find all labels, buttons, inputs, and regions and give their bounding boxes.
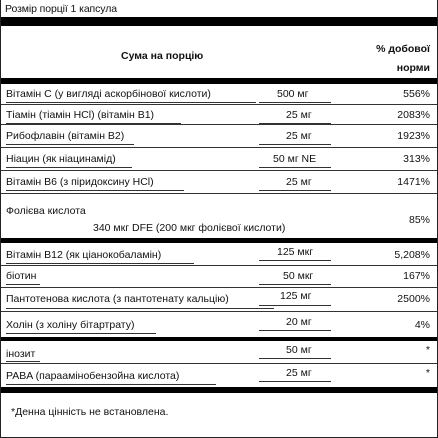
daily-value-header-line1: % добової	[376, 43, 430, 55]
nutrient-name: Вітамін B6 (з піридоксину HCl)	[6, 176, 154, 188]
row-separator	[1, 363, 437, 364]
nutrient-name: біотин	[6, 270, 37, 282]
nutrient-amount: 25 мг	[286, 109, 312, 121]
row-underline	[6, 167, 132, 168]
nutrient-row-vitamin-b12	[1, 243, 437, 265]
nutrient-daily-value: 2500%	[397, 293, 430, 305]
row-separator	[1, 104, 437, 105]
nutrient-row-pantothenic-acid	[1, 287, 437, 311]
row-separator	[1, 193, 437, 194]
nutrient-amount: 125 мг	[280, 290, 312, 302]
row-underline	[259, 358, 331, 359]
nutrient-row-folic-acid	[1, 193, 437, 238]
nutrient-name: Вітамін С (у вигляді аскорбінової кислоти)	[6, 88, 211, 100]
nutrient-daily-value: 313%	[403, 153, 430, 165]
nutrient-name: Холін (з холіну бітартрату)	[6, 319, 135, 331]
nutrient-row-paba	[1, 363, 437, 387]
nutrient-daily-value: 1471%	[397, 176, 430, 188]
row-underline	[6, 308, 274, 309]
nutrient-name: Тіамін (тіамін HCl) (вітамін B1)	[6, 109, 155, 121]
row-separator	[1, 170, 437, 171]
row-underline	[259, 284, 331, 285]
nutrient-amount: 25 мг	[286, 176, 312, 188]
row-underline	[6, 144, 134, 145]
nutrient-daily-value: 2083%	[397, 109, 430, 121]
row-underline	[6, 384, 216, 385]
nutrient-name: Вітамін B12 (як ціанокобаламін)	[6, 249, 162, 261]
row-separator	[1, 287, 437, 288]
daily-value-header-line2: норми	[396, 62, 430, 74]
nutrient-amount: 50 мг NE	[273, 153, 317, 165]
nutrient-row-vitamin-b6	[1, 170, 437, 193]
nutrient-name: PABA (параамінобензойна кислота)	[6, 370, 180, 382]
row-underline	[6, 333, 156, 334]
row-underline	[6, 361, 40, 362]
nutrient-daily-value: 85%	[408, 214, 430, 226]
nutrient-name: Фолієва кислота	[6, 205, 86, 217]
row-underline	[259, 167, 331, 168]
nutrient-amount: 20 мг	[286, 316, 312, 328]
nutrient-amount: 25 мг	[286, 130, 312, 142]
nutrient-name: Ніацин (як ніацинамід)	[6, 153, 116, 165]
nutrient-name: Рибофлавін (вітамін B2)	[6, 130, 125, 142]
row-separator	[1, 311, 437, 312]
nutrient-daily-value: 5,208%	[394, 249, 430, 261]
nutrient-row-niacin	[1, 147, 437, 170]
row-underline	[259, 381, 331, 382]
row-underline	[259, 144, 331, 145]
nutrient-daily-value: 167%	[403, 270, 430, 282]
row-separator	[1, 124, 437, 125]
row-underline	[6, 284, 40, 285]
nutrient-row-inositol	[1, 341, 437, 363]
nutrient-name: Пантотенова кислота (з пантотенату кальцію)	[6, 293, 229, 305]
nutrient-amount: 125 мкг	[277, 246, 314, 258]
nutrient-amount: 50 мг	[286, 344, 312, 356]
nutrient-daily-value: *	[425, 367, 430, 379]
nutrient-daily-value: 556%	[403, 88, 430, 100]
nutrient-daily-value: *	[425, 344, 430, 356]
nutrient-row-biotin	[1, 265, 437, 287]
row-underline	[6, 190, 184, 191]
nutrient-row-thiamin	[1, 104, 437, 124]
nutrient-amount: 340 мкг DFE (200 мкг фолієвої кислоти)	[93, 222, 286, 234]
nutrient-amount: 500 мг	[277, 88, 309, 100]
row-underline	[6, 263, 194, 264]
nutrient-row-riboflavin	[1, 124, 437, 147]
nutrient-amount: 50 мкг	[283, 270, 314, 282]
row-separator	[1, 265, 437, 266]
nutrient-row-vitamin-c	[1, 84, 437, 104]
row-underline	[6, 102, 256, 103]
row-underline	[259, 330, 331, 331]
nutrient-row-choline	[1, 311, 437, 337]
bottom-thick-rule	[1, 387, 437, 393]
footnote: *Денна цінність не встановлена.	[11, 406, 169, 418]
nutrient-daily-value: 1923%	[397, 130, 430, 142]
row-underline	[259, 190, 331, 191]
nutrient-daily-value: 4%	[414, 319, 430, 331]
nutrient-amount: 25 мг	[286, 367, 312, 379]
row-underline	[259, 305, 331, 306]
nutrient-name: інозит	[6, 348, 36, 360]
row-separator	[1, 147, 437, 148]
top-thick-rule	[1, 17, 437, 26]
amount-per-serving-header: Сума на порцію	[121, 50, 204, 62]
daily-value-header	[370, 40, 430, 78]
serving-size: Розмір порції 1 капсула	[5, 3, 117, 15]
row-underline	[259, 102, 331, 103]
row-underline	[259, 260, 331, 261]
